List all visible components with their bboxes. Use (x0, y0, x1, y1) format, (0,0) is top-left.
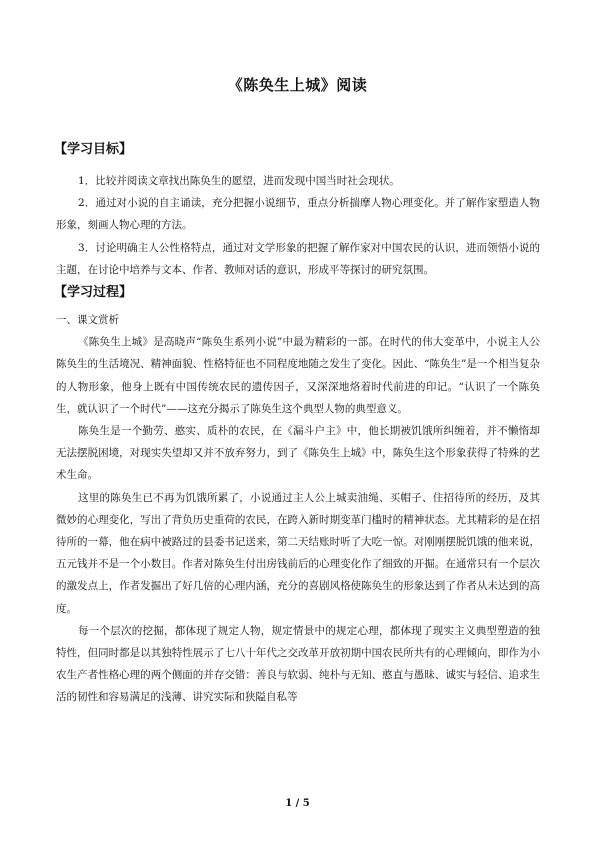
process-paragraph: 这里的陈奂生已不再为饥饿所累了，小说通过主人公上城卖油绳、买帽子、住招待所的经历，及其微妙的心理变化，写出了背负历史重荷的农民，在跨入新时期变革门槛时的精神状态。尤其精彩的是在招待所的一幕，他在病中被路过的县委书记送来，第二天结账时听了大吃一惊。对刚刚摆脱饥饿的他来说，五元钱并不是一个小数目。作者对陈奂生付出房钱前后的心理变化作了细致的开掘。在通常只有一个层次的激发点上，作者发掘出了好几倍的心理内涵，充分的喜剧风格使陈奂生的形象达到了作者从未达到的高度。 (56, 491, 540, 615)
document-title: 《陈奂生上城》阅读 (227, 76, 368, 94)
process-paragraph: 每一个层次的挖掘，都体现了规定人物，规定情景中的规定心理，都体现了现实主义典型塑造的独特性，但同时都是以其独特性展示了七八十年代之交改革开放初期中国农民所共有的心理倾向，即作为小农生产者性格心理的两个侧面的并存交错：善良与软弱、纯朴与无知、憨直与愚昧、诚实与轻信、追求生活的韧性和容易满足的浅薄、讲究实际和狭隘自私等 (56, 624, 540, 704)
objective-item: 2．通过对小说的自主诵读，充分把握小说细节，重点分析揣摩人物心理变化。并了解作家塑造人物形象，刻画人物心理的方法。 (56, 197, 540, 232)
objectives-list (56, 170, 540, 281)
document-body (56, 140, 540, 709)
process-paragraph: 《陈奂生上城》是高晓声“陈奂生系列小说”中最为精彩的一部。在时代的伟大变革中，小说主人公陈奂生的生活境况、精神面貌、性格特征也不同程度地随之发生了变化。因此、“陈奂生”是一个相当复杂的人物形象，他身上既有中国传统农民的遗传因子，又深深地烙着时代前进的印记。“认识了一个陈奂生，就认识了一个时代”——这充分揭示了陈奂生这个典型人物的典型意义。 (56, 336, 540, 415)
process-subheading: 一、课文赏析 (56, 314, 119, 327)
objectives-heading: 【学习目标】 (54, 142, 133, 157)
process-heading: 【学习过程】 (54, 285, 133, 301)
objective-item: 3．讨论明确主人公性格特点，通过对文学形象的把握了解作家对中国农民的认识，进而领悟小说的主题，在讨论中培养与文本、作者、教师对话的意识，形成平等探讨的研究氛围。 (56, 241, 540, 276)
page-number: 1 / 5 (285, 798, 310, 809)
objective-item: 1．比较并阅读文章找出陈奂生的愿望，进而发现中国当时社会现状。 (78, 175, 400, 187)
process-paragraph: 陈奂生是一个勤劳、憨实、质朴的农民，在《漏斗户主》中，他长期被饥饿所纠缠着，并不懒惰却无法摆脱困境，对现实失望却又并不放弃努力，到了《陈奂生上城》中，陈奂生这个形象获得了特殊的艺术生命。 (56, 425, 540, 482)
